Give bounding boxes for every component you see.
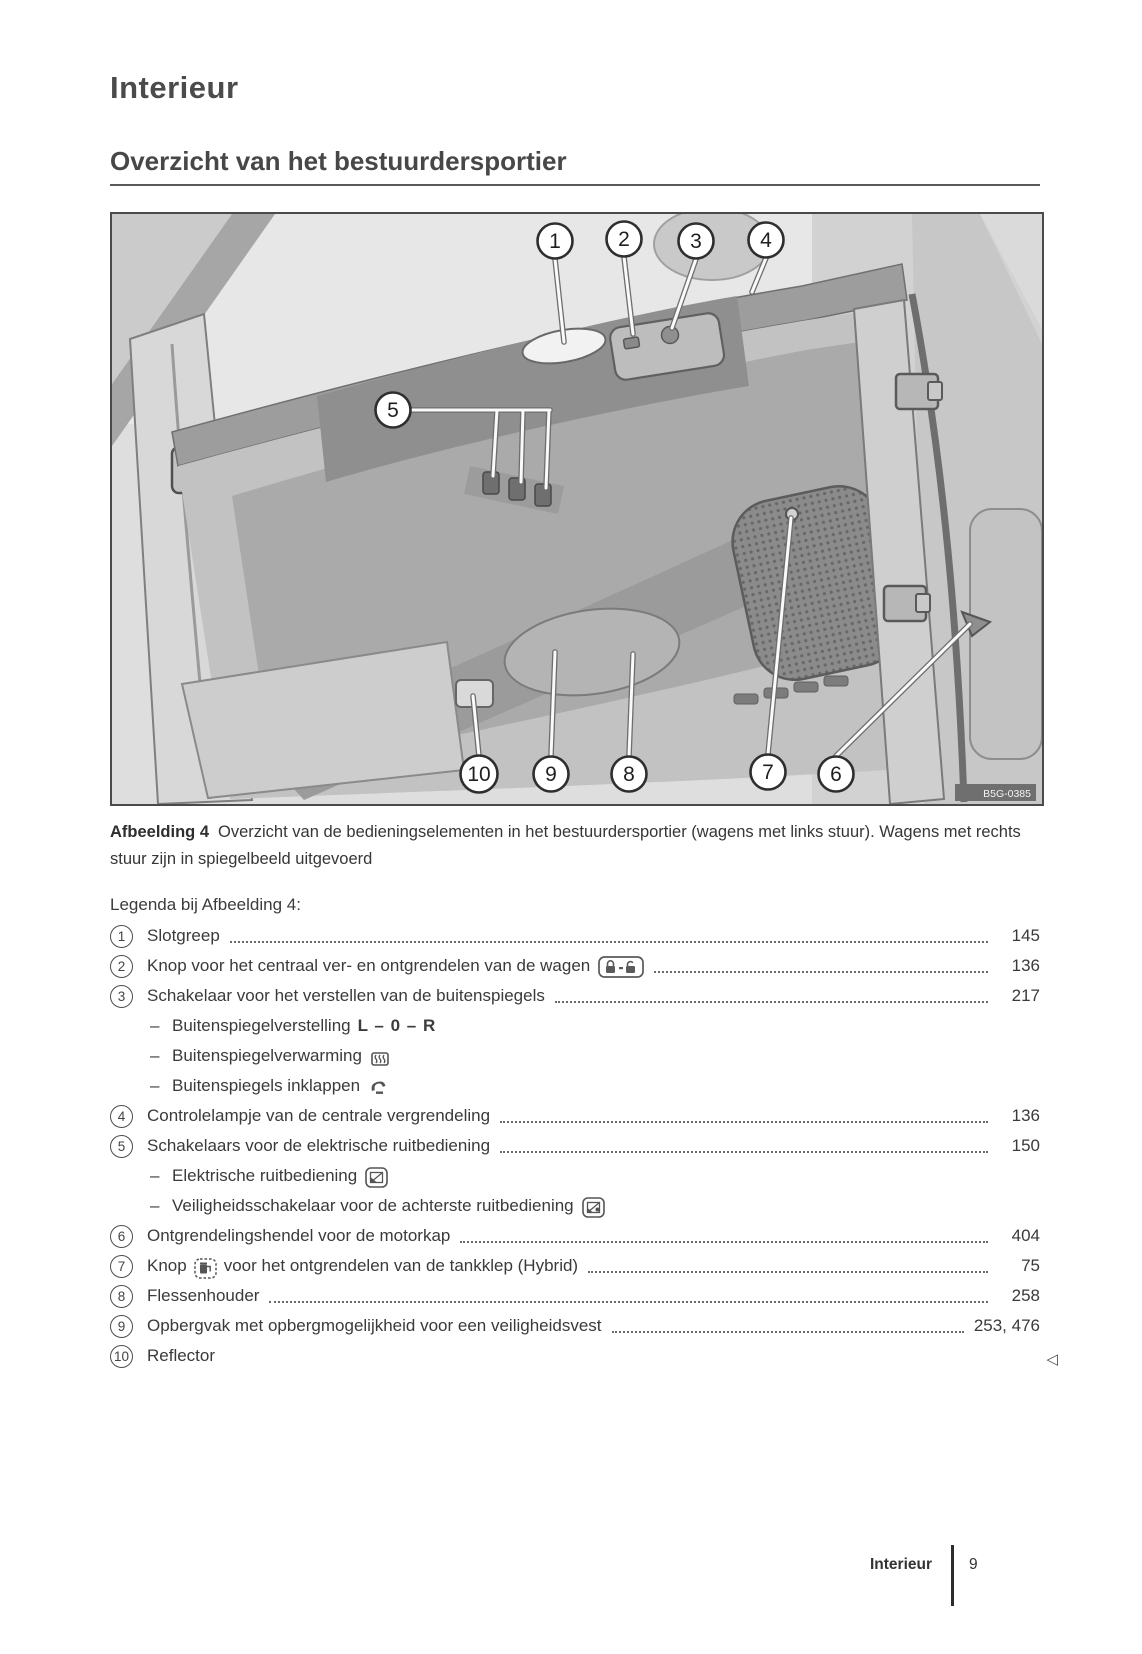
dotted-leader xyxy=(588,1271,988,1273)
legend-item-6: 6 Ontgrendelingshendel voor de motorkap 404 xyxy=(110,1221,1040,1251)
dotted-leader xyxy=(500,1121,988,1123)
section-end-marker: ◁ xyxy=(1046,1351,1058,1368)
legend-item-number: 7 xyxy=(110,1255,133,1278)
figure-callout-4 xyxy=(749,223,784,258)
figure-callout-7 xyxy=(751,755,786,790)
figure-caption-label: Afbeelding 4 xyxy=(110,823,210,841)
legend-subitem-rear-window-safety: – Veiligheidsschakelaar voor de achterste ruitbediening xyxy=(110,1191,1040,1221)
legend-subitem-mirror-adjust: – Buitenspiegelverstelling L – 0 – R xyxy=(150,1016,437,1035)
legend-item-number: 4 xyxy=(110,1105,133,1128)
svg-text:1: 1 xyxy=(549,230,561,253)
figure-callout-10 xyxy=(461,756,498,793)
legend-item-2: 2 Knop voor het centraal ver- en ontgrendelen van de wagen 136 xyxy=(110,951,1040,981)
legend-item-5: 5 Schakelaars voor de elektrische ruitbediening 150 xyxy=(110,1131,1040,1161)
figure-callout-6 xyxy=(819,757,854,792)
page-footer xyxy=(110,1545,1040,1606)
image-code-label xyxy=(955,784,1036,801)
legend-item-4: 4 Controlelampje van de centrale vergrendeling 136 xyxy=(110,1101,1040,1131)
dotted-leader xyxy=(230,941,988,943)
svg-text:6: 6 xyxy=(830,763,842,786)
legend-item-number: 8 xyxy=(110,1285,133,1308)
figure-caption-text: Overzicht van de bedieningselementen in het bestuurdersportier (wagens met links stuur). Wagens met rechts stuur zijn in spiegelbeeld uitgevoerd xyxy=(110,823,1021,868)
legend-item-number: 2 xyxy=(110,955,133,978)
legend-page-ref: 217 xyxy=(1011,986,1040,1005)
legend-page-ref: 136 xyxy=(1011,1106,1040,1125)
mirror-heating-icon xyxy=(370,1048,390,1067)
legend-page-ref: 404 xyxy=(1011,1226,1040,1245)
svg-text:8: 8 xyxy=(623,763,635,786)
legend-subitem-power-window: – Elektrische ruitbediening xyxy=(110,1161,1040,1191)
central-lock-button xyxy=(623,337,639,349)
mirror-position-labels: L – 0 – R xyxy=(357,1016,437,1035)
legend-item-number: 1 xyxy=(110,925,133,948)
legend-item-number: 10 xyxy=(110,1345,133,1368)
legend-item-3: 3 Schakelaar voor het verstellen van de buitenspiegels 217 xyxy=(110,981,1040,1011)
svg-text:B5G-0385: B5G-0385 xyxy=(983,788,1031,800)
legend-item-7: 7 Knop voor het ontgrendelen van de tankklep (Hybrid) 75 xyxy=(110,1251,1040,1281)
legend-page-ref: 136 xyxy=(1011,956,1040,975)
legend-item-number: 3 xyxy=(110,985,133,1008)
svg-text:9: 9 xyxy=(545,763,557,786)
dotted-leader xyxy=(269,1301,988,1303)
legend-item-8: 8 Flessenhouder 258 xyxy=(110,1281,1040,1311)
legend-subitem-mirror-fold: – Buitenspiegels inklappen xyxy=(110,1071,1040,1101)
rear-window-safety-icon xyxy=(582,1197,605,1218)
svg-text:4: 4 xyxy=(760,229,772,252)
legend-page-ref: 145 xyxy=(1011,926,1040,945)
dotted-leader xyxy=(654,971,988,973)
figure-callout-5 xyxy=(376,393,411,428)
fuel-flap-icon xyxy=(194,1258,217,1279)
figure-callout-8 xyxy=(612,757,647,792)
legend-heading: Legenda bij Afbeelding 4: xyxy=(110,895,301,914)
footer-section-label: Interieur xyxy=(869,1556,932,1573)
lock-unlock-icon xyxy=(598,956,644,978)
legend-item-number: 5 xyxy=(110,1135,133,1158)
section-title: Overzicht van het bestuurdersportier xyxy=(110,146,1040,186)
page-title: Interieur xyxy=(110,70,239,105)
figure-caption xyxy=(110,819,1040,872)
svg-text:2: 2 xyxy=(618,228,630,251)
door-illustration xyxy=(112,214,1042,804)
seat-shape xyxy=(970,509,1042,759)
legend-item-10: 10 Reflector ◁ xyxy=(110,1341,1040,1371)
page-content xyxy=(110,0,1058,1371)
power-window-icon xyxy=(365,1167,388,1188)
legend-item-9: 9 Opbergvak met opbergmogelijkheid voor een veiligheidsvest 253, 476 xyxy=(110,1311,1040,1341)
dotted-leader xyxy=(612,1331,964,1333)
figure-callout-9 xyxy=(534,757,569,792)
dotted-leader xyxy=(500,1151,988,1153)
svg-text:7: 7 xyxy=(762,761,774,784)
svg-text:10: 10 xyxy=(467,763,491,786)
figure-door-overview xyxy=(110,212,1044,806)
legend-item-number: 9 xyxy=(110,1315,133,1338)
legend-item-number: 6 xyxy=(110,1225,133,1248)
footer-page-number: 9 xyxy=(969,1556,978,1573)
figure-callout-2 xyxy=(607,222,642,257)
legend-page-ref: 150 xyxy=(1011,1136,1040,1155)
figure-callout-1 xyxy=(538,224,573,259)
legend-item-1: 1 Slotgreep 145 xyxy=(110,921,1040,951)
svg-text:3: 3 xyxy=(690,230,702,253)
legend-page-ref: 258 xyxy=(1011,1286,1040,1305)
dotted-leader xyxy=(460,1241,988,1243)
mirror-fold-icon xyxy=(368,1079,388,1096)
svg-text:5: 5 xyxy=(387,399,399,422)
legend-page-ref: 253, 476 xyxy=(973,1316,1040,1335)
dotted-leader xyxy=(555,1001,988,1003)
legend-page-ref: 75 xyxy=(1021,1256,1040,1275)
figure-callout-3 xyxy=(679,224,714,259)
legend-subitem-mirror-heating: – Buitenspiegelverwarming xyxy=(110,1041,1040,1071)
